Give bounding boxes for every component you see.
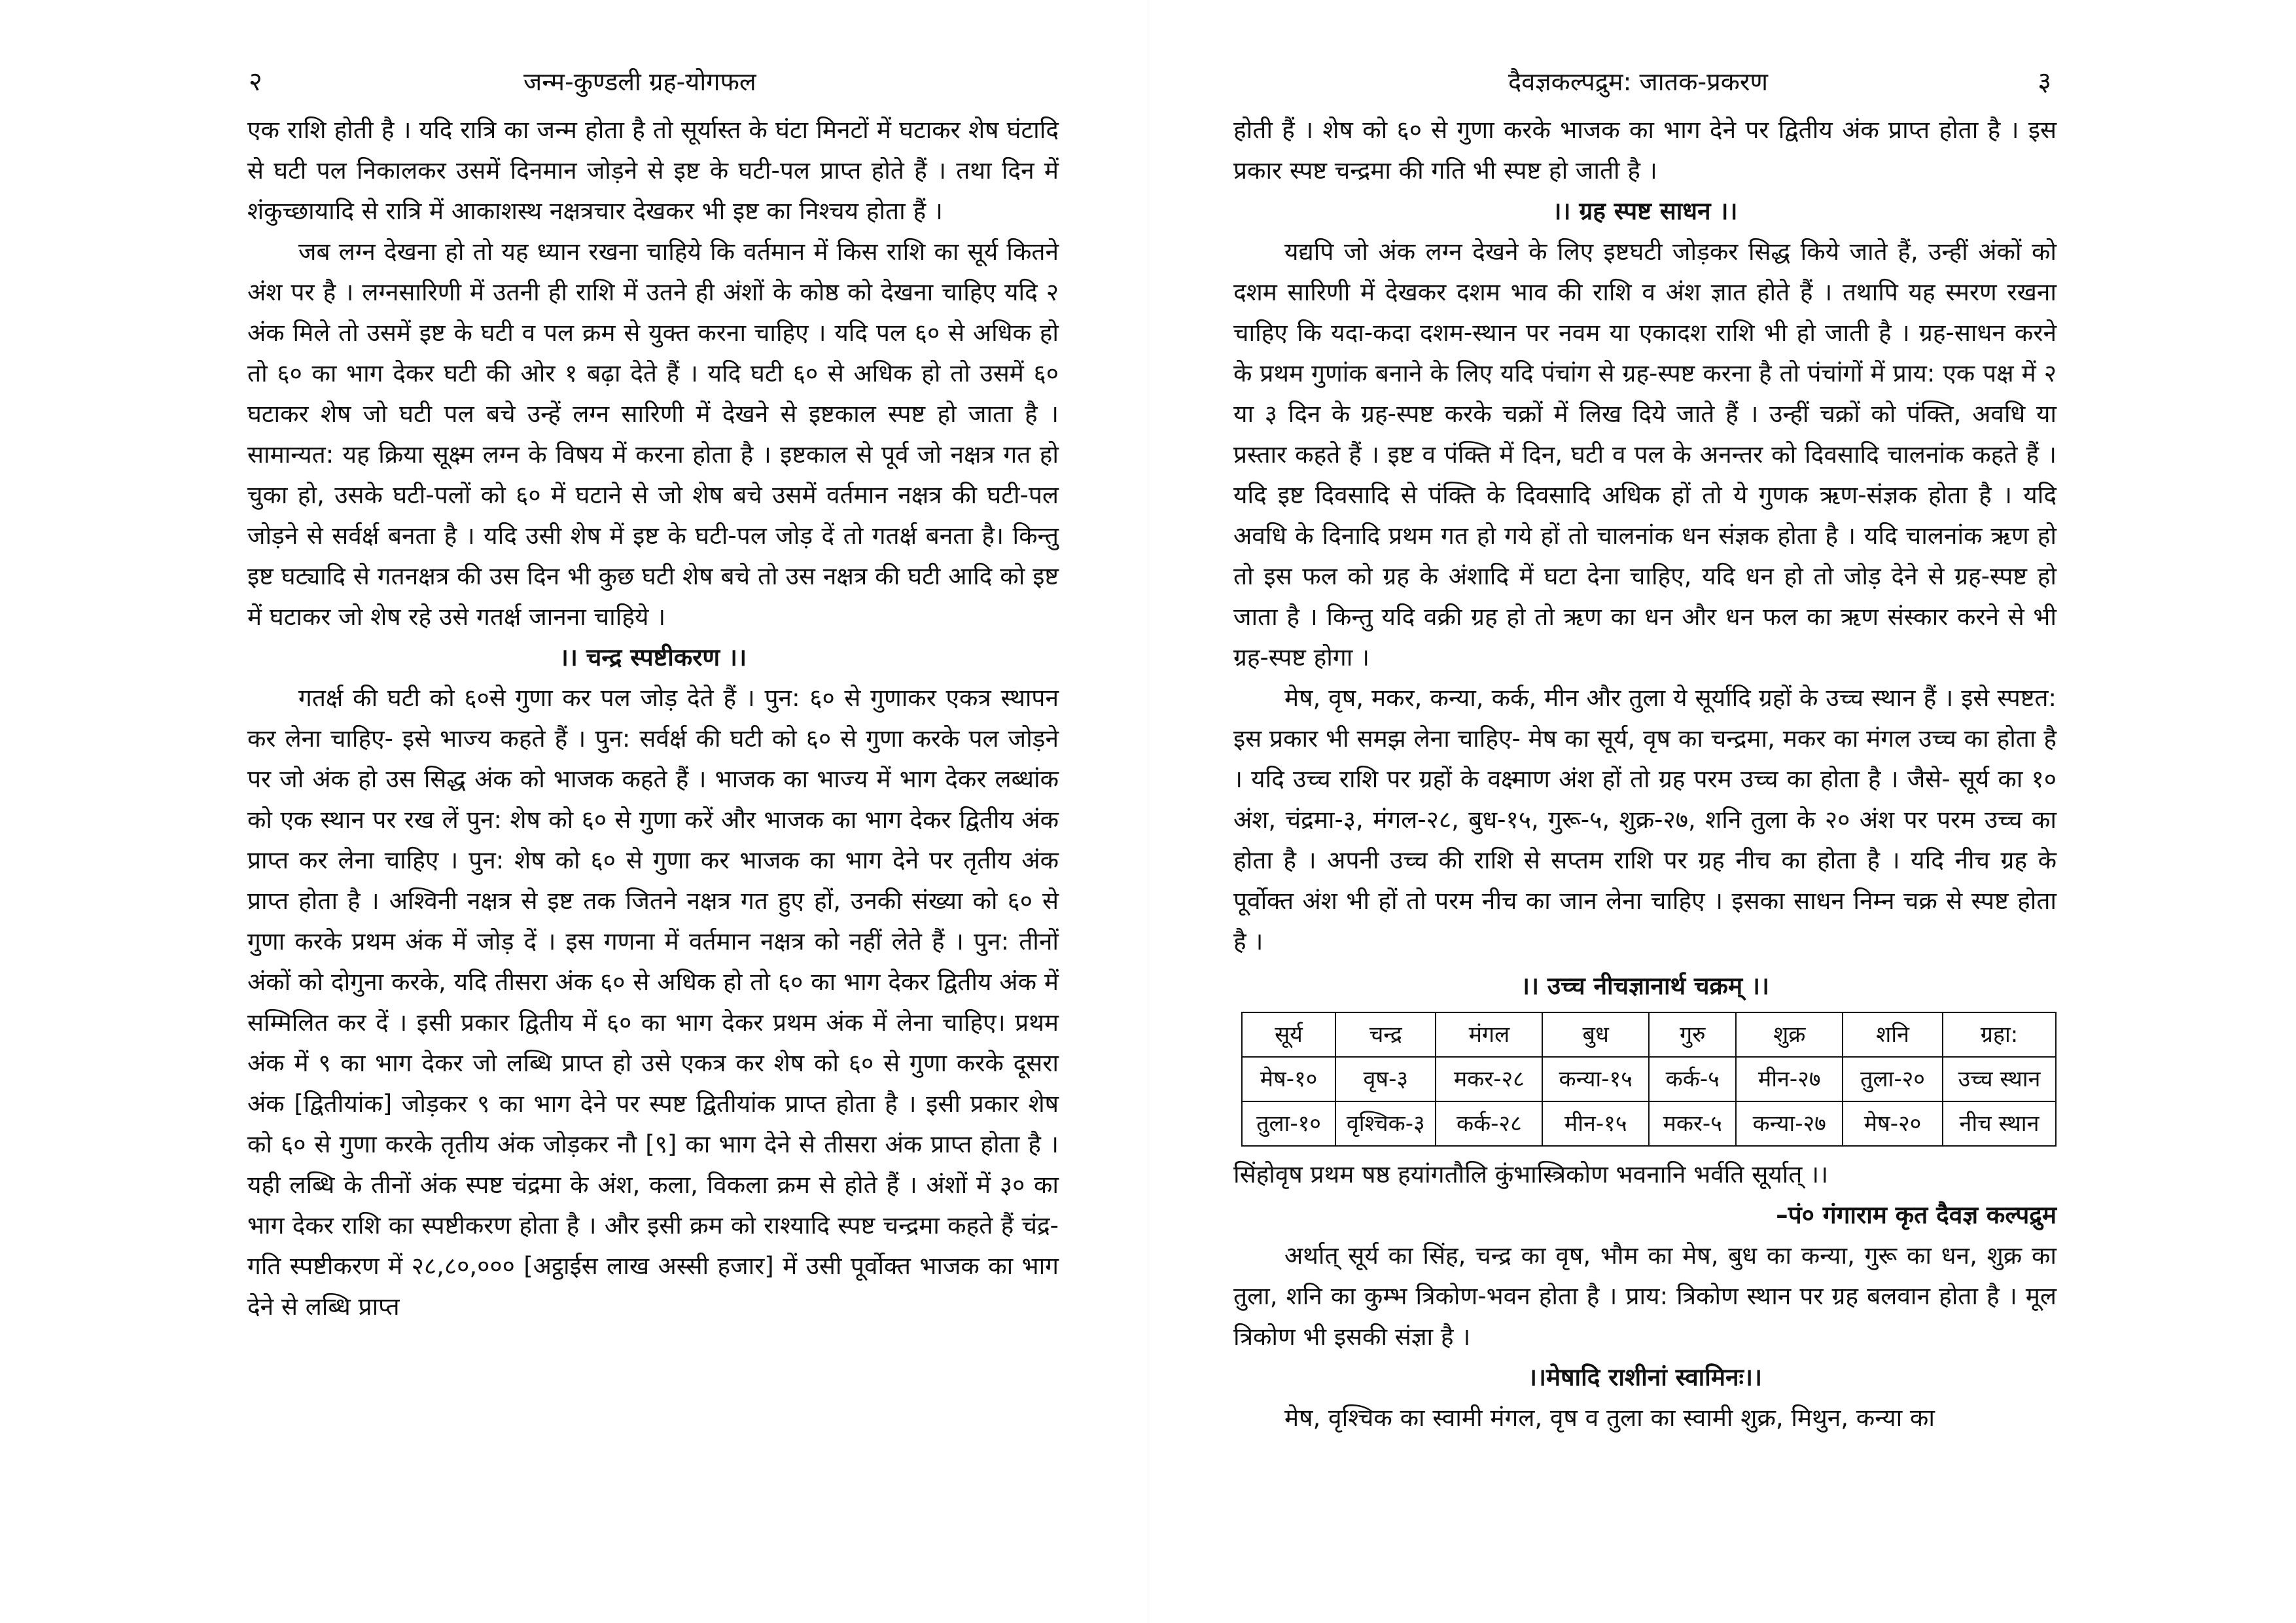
table-cell: तुला-१० (1242, 1101, 1335, 1146)
sanskrit-verse: सिंहोवृष प्रथम षष्ठ हयांगतौलि कुंभास्त्रिकोण भवनानि भर्वति सूर्यात् ।। (1233, 1160, 1829, 1188)
table-heading: ।। उच्च नीचज्ञानार्थ चक्रम् ।। (1520, 972, 1770, 1000)
table-cell: उच्च स्थान (1943, 1057, 2056, 1101)
table-header-cell: शनि (1843, 1012, 1943, 1057)
table-cell: मकर-२८ (1436, 1057, 1542, 1101)
swami-paragraph: मेष, वृश्चिक का स्वामी मंगल, वृष व तुला का स्वामी शुक्र, मिथुन, कन्या का (1284, 1404, 1935, 1432)
table-row-neech (1242, 1101, 2056, 1146)
uchcha-neech-table (1241, 1012, 2057, 1147)
table-cell: कर्क-२८ (1436, 1101, 1542, 1146)
right-page-number: ३ (2038, 67, 2051, 97)
table-header-cell: शुक्र (1736, 1012, 1843, 1057)
heading-chandra-spashtikaran: ।। चन्द्र स्पष्टीकरण ।। (559, 643, 747, 671)
table-header-cell: गुरु (1649, 1012, 1736, 1057)
left-running-title: जन्म-कुण्डली ग्रह-योगफल (523, 67, 756, 96)
table-header-row (1242, 1012, 2056, 1057)
heading-graha-spasht-sadhan: ।। ग्रह स्पष्ट साधन ।। (1552, 197, 1738, 225)
table-cell: नीच स्थान (1943, 1101, 2056, 1146)
table-header-cell: सूर्य (1242, 1012, 1335, 1057)
table-header-cell: ग्रहा: (1943, 1012, 2056, 1057)
left-body-text (247, 110, 1059, 1327)
right-running-head (1233, 62, 2051, 101)
left-page-number: २ (249, 67, 262, 97)
table-cell: वृष-३ (1335, 1057, 1436, 1101)
uchcha-paragraph: मेष, वृष, मकर, कन्या, कर्क, मीन और तुला ये सूर्यादि ग्रहों के उच्च स्थान हैं । इसे स्पष्टत: इस प्रकार भी समझ लेना चाहिए- मेष का सूर्य, वृष का चन्द्रमा, मकर का मंगल उच्च का होता है । यदि उच्च राशि पर ग्रहों के वक्ष्माण अंश हों तो ग्रह परम उच्च का होता है । जैसे- सूर्य का १० अंश, चंद्रमा-३, मंगल-२८, बुध-१५, गुरू-५, शुक्र-२७, शनि तुला के २० अंश पर परम उच्च का होता है । अपनी उच्च की राशि से सप्तम राशि पर ग्रह नीच का होता है । यदि नीच ग्रह के पूर्वोक्त अंश भी हों तो परम नीच का जान लेना चाहिए । इसका साधन निम्न चक्र से स्पष्ट होता है । (1233, 684, 2057, 955)
table-cell: मेष-१० (1242, 1057, 1335, 1101)
table-cell: कर्क-५ (1649, 1057, 1736, 1101)
right-page (1148, 0, 2296, 1623)
left-paragraph-3: गतर्क्ष की घटी को ६०से गुणा कर पल जोड़ देते हैं । पुन: ६० से गुणाकर एकत्र स्थापन कर लेना चाहिए- इसे भाज्य कहते हैं । पुन: सर्वर्क्ष की घटी को ६० से गुणा करके पल जोड़ने पर जो अंक हो उस सिद्ध अंक को भाजक कहते हैं । भाजक का भाज्य में भाग देकर लब्धांक को एक स्थान पर रख लें पुन: शेष को ६० से गुणा करें और भाजक का भाग देकर द्वितीय अंक प्राप्त कर लेना चाहिए । पुन: शेष को ६० से गुणा कर भाजक का भाग देने पर तृतीय अंक प्राप्त होता है । अश्विनी नक्षत्र से इष्ट तक जितने नक्षत्र गत हुए हों, उनकी संख्या को ६० से गुणा करके प्रथम अंक में जोड़ दें । इस गणना में वर्तमान नक्षत्र को नहीं लेते हैं । पुन: तीनों अंकों को दोगुना करके, यदि तीसरा अंक ६० से अधिक हो तो ६० का भाग देकर द्वितीय अंक में सम्मिलित कर दें । इसी प्रकार द्वितीय में ६० का भाग देकर प्रथम अंक में लेना चाहिए। प्रथम अंक में ९ का भाग देकर जो लब्धि प्राप्त हो उसे एकत्र कर शेष को ६० से गुणा करके दूसरा अंक [द्वितीयांक] जोड़कर ९ का भाग देने पर स्पष्ट द्वितीयांक प्राप्त होता है । इसी प्रकार शेष को ६० से गुणा करके तृतीय अंक जोड़कर नौ [९] का भाग देने से तीसरा अंक प्राप्त होता है । यही लब्धि के तीनों अंक स्पष्ट चंद्रमा के अंश, कला, विकला क्रम से होते हैं । अंशों में ३० का भाग देकर राशि का स्पष्टीकरण होता है । और इसी क्रम को राश्यादि स्पष्ट चन्द्रमा कहते हैं चंद्र-गति स्पष्टीकरण में २८,८०,००० [अट्ठाईस लाख अस्सी हजार] में उसी पूर्वोक्त भाजक का भाग देने से लब्धि प्राप्त (247, 684, 1059, 1321)
table-cell: तुला-२० (1843, 1057, 1943, 1101)
verse-attribution: –पं० गंगाराम कृत दैवज्ञ कल्पद्रुम (1776, 1201, 2057, 1229)
table-cell: मीन-१५ (1542, 1101, 1649, 1146)
heading-meshadi-rashinam-swaminah: ।।मेषादि राशीनां स्वामिनः।। (1527, 1363, 1763, 1391)
left-paragraph-1: एक राशि होती है । यदि रात्रि का जन्म होता है तो सूर्यास्त के घंटा मिनटों में घटाकर शेष घंटादि से घटी पल निकालकर उसमें दिनमान जोड़ने से इष्ट के घटी-पल प्राप्त होते हैं । तथा दिन में शंकुच्छायादि से रात्रि में आकाशस्थ नक्षत्रचार देखकर भी इष्ट का निश्चय होता हैं । (247, 116, 1059, 225)
table-cell: कन्या-२७ (1736, 1101, 1843, 1146)
table-cell: मेष-२० (1843, 1101, 1943, 1146)
table-cell: वृश्चिक-३ (1335, 1101, 1436, 1146)
graha-paragraph: यद्यपि जो अंक लग्न देखने के लिए इष्टघटी जोड़कर सिद्ध किये जाते हैं, उन्हीं अंकों को दशम सारिणी में देखकर दशम भाव की राशि व अंश ज्ञात होते हैं । तथापि यह स्मरण रखना चाहिए कि यदा-कदा दशम-स्थान पर नवम या एकादश राशि भी हो जाती है । ग्रह-साधन करने के प्रथम गुणांक बनाने के लिए यदि पंचांग से ग्रह-स्पष्ट करना है तो पंचांगों में प्राय: एक पक्ष में २ या ३ दिन के ग्रह-स्पष्ट करके चक्रों में लिख दिये जाते हैं । उन्हीं चक्रों को पंक्ति, अवधि या प्रस्तार कहते हैं । इष्ट व पंक्ति में दिन, घटी व पल के अनन्तर को दिवसादि चालनांक कहते हैं । यदि इष्ट दिवसादि से पंक्ति के दिवसादि अधिक हों तो ये गुणक ऋण-संज्ञक होता है । यदि अवधि के दिनादि प्रथम गत हो गये हों तो चालनांक धन संज्ञक होता है । यदि चालनांक ऋण हो तो इस फल को ग्रह के अंशादि में घटा देना चाहिए, यदि धन हो तो जोड़ देने से ग्रह-स्पष्ट हो जाता है । किन्तु यदि वक्री ग्रह हो तो ऋण का धन और धन फल का ऋण संस्कार करने से भी ग्रह-स्पष्ट होगा । (1233, 238, 2057, 671)
table-header-cell: चन्द्र (1335, 1012, 1436, 1057)
table-cell: कन्या-१५ (1542, 1057, 1649, 1101)
table-row-uchcha (1242, 1057, 2056, 1101)
table-cell: मीन-२७ (1736, 1057, 1843, 1101)
trikona-paragraph: अर्थात् सूर्य का सिंह, चन्द्र का वृष, भौम का मेष, बुध का कन्या, गुरू का धन, शुक्र का तुला, शनि का कुम्भ त्रिकोण-भवन होता है । प्राय: त्रिकोण स्थान पर ग्रह बलवान होता है । मूल त्रिकोण भी इसकी संज्ञा है । (1233, 1241, 2057, 1351)
table-header-cell: मंगल (1436, 1012, 1542, 1057)
table-cell: मकर-५ (1649, 1101, 1736, 1146)
right-running-title: दैवज्ञकल्पद्रुम: जातक-प्रकरण (1508, 67, 1768, 96)
right-body-text (1233, 110, 2057, 1438)
right-opening-text: होती हैं । शेष को ६० से गुणा करके भाजक का भाग देने पर द्वितीय अंक प्राप्त होता है । इस प्रकार स्पष्ट चन्द्रमा की गति भी स्पष्ट हो जाती है । (1233, 116, 2057, 185)
left-running-head (249, 62, 1060, 101)
table-header-cell: बुध (1542, 1012, 1649, 1057)
left-paragraph-2: जब लग्न देखना हो तो यह ध्यान रखना चाहिये कि वर्तमान में किस राशि का सूर्य कितने अंश पर है । लग्नसारिणी में उतनी ही राशि में उतने ही अंशों के कोष्ठ को देखना चाहिए यदि २ अंक मिले तो उसमें इष्ट के घटी व पल क्रम से युक्त करना चाहिए । यदि पल ६० से अधिक हो तो ६० का भाग देकर घटी की ओर १ बढ़ा देते हैं । यदि घटी ६० से अधिक हो तो उसमें ६० घटाकर शेष जो घटी पल बचे उन्हें लग्न सारिणी में देखने से इष्टकाल स्पष्ट हो जाता है । सामान्यत: यह क्रिया सूक्ष्म लग्न के विषय में करना होता है । इष्टकाल से पूर्व जो नक्षत्र गत हो चुका हो, उसके घटी-पलों को ६० में घटाने से जो शेष बचे उसमें वर्तमान नक्षत्र की घटी-पल जोड़ने से सर्वर्क्ष बनता है । यदि उसी शेष में इष्ट के घटी-पल जोड़ दें तो गतर्क्ष बनता है। किन्तु इष्ट घट्यादि से गतनक्षत्र की उस दिन भी कुछ घटी शेष बचे तो उस नक्षत्र की घटी आदि को इष्ट में घटाकर जो शेष रहे उसे गतर्क्ष जानना चाहिये । (247, 238, 1059, 631)
